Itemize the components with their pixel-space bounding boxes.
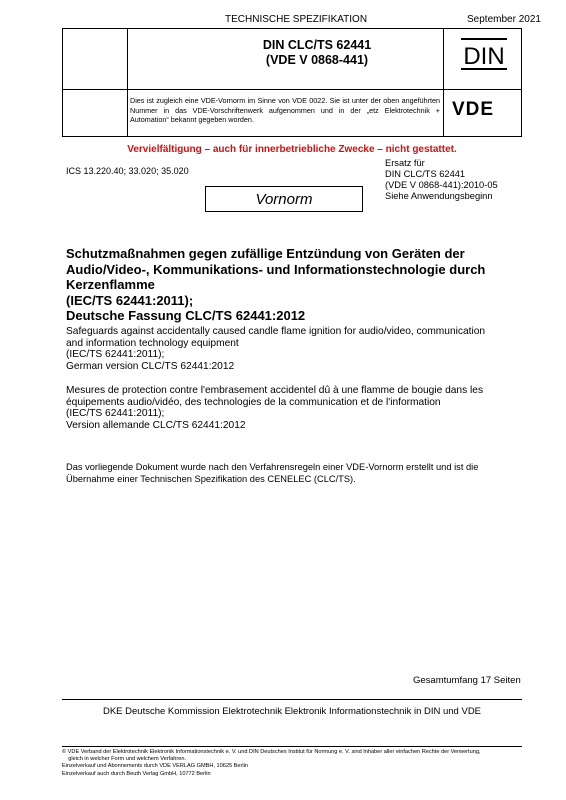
legal-line: © VDE Verband der Elektrotechnik Elektronik Informationstechnik e. V. und DIN Deutsches Institut für Normung e. V. sind Inhaber aller einfachen Rechte der Verwertung,	[62, 749, 481, 755]
legal-divider	[62, 746, 522, 747]
doc-type-header: TECHNISCHE SPEZIFIKATION	[225, 14, 368, 25]
procedure-note	[66, 461, 526, 485]
vde-number: (VDE V 0868-441)	[265, 53, 369, 67]
vde-note: Dies ist zugleich eine VDE-Vornorm im Sinne von VDE 0022. Sie ist unter der oben angeführten Nummer in das VDE-Vorschriftenwerk aufgenommen und in der „etz Elektrotechnik + Automation“ bekannt gegeben worden.	[130, 96, 440, 124]
replacement-line: Siehe Anwendungsbeginn	[385, 191, 493, 201]
standard-number: DIN CLC/TS 62441	[262, 38, 372, 52]
din-logo-icon	[458, 36, 510, 72]
dke-line: DKE Deutsche Kommission Elektrotechnik Elektronik Informationstechnik in DIN und VDE	[102, 706, 482, 717]
legal-line: Einzelverkauf auch durch Beuth Verlag GmbH, 10772 Berlin	[62, 770, 211, 777]
french-title-line: Version allemande CLC/TS 62441:2012	[66, 419, 246, 431]
english-title-line: German version CLC/TS 62441:2012	[66, 360, 235, 372]
legal-notice	[62, 749, 562, 778]
english-title	[66, 326, 526, 372]
german-title-line: Deutsche Fassung CLC/TS 62441:2012	[66, 308, 306, 323]
english-title-line: (IEC/TS 62441:2011);	[66, 349, 165, 360]
french-title	[66, 385, 526, 431]
procedure-line: Übernahme einer Technischen Spezifikation des CENELEC (CLC/TS).	[66, 474, 356, 484]
replacement-line: Ersatz für	[385, 158, 425, 168]
din-logo-text: DIN	[463, 43, 505, 70]
ics-codes: ICS 13.220.40; 33.020; 35.020	[66, 166, 189, 176]
english-title-line: and information technology equipment	[66, 337, 239, 349]
german-title-line: Schutzmaßnahmen gegen zufällige Entzündung von Geräten der	[66, 246, 465, 261]
french-title-line: (IEC/TS 62441:2011);	[66, 408, 165, 419]
date-header: September 2021	[467, 14, 541, 25]
french-title-line: équipements audio/vidéo, des technologies de la communication et de l'information	[66, 396, 441, 408]
standard-title	[127, 38, 507, 68]
german-title-line: (IEC/TS 62441:2011);	[66, 292, 194, 308]
replacement-info	[385, 158, 498, 202]
replacement-line: (VDE V 0868-441):2010-05	[385, 180, 498, 190]
doc-kind-box: Vornorm	[205, 186, 363, 212]
procedure-line: Das vorliegende Dokument wurde nach den Verfahrensregeln einer VDE-Vornorm erstellt und ist die	[66, 462, 479, 472]
total-pages: Gesamtumfang 17 Seiten	[413, 675, 521, 686]
replacement-line: DIN CLC/TS 62441	[385, 169, 466, 179]
german-title-line: Kerzenflamme	[66, 277, 155, 292]
german-title	[66, 246, 506, 324]
french-title-line: Mesures de protection contre l'embrasement accidentel dû à une flamme de bougie dans les	[66, 385, 484, 396]
english-title-line: Safeguards against accidentally caused candle flame ignition for audio/video, communication	[66, 326, 486, 337]
frame-divider-horizontal	[63, 89, 521, 90]
german-title-line: Audio/Video-, Kommunikations- und Informationstechnologie durch	[66, 261, 486, 277]
footer-divider	[62, 699, 522, 700]
copy-warning: Vervielfältigung – auch für innerbetriebliche Zwecke – nicht gestattet.	[127, 144, 457, 155]
legal-line: Einzelverkauf und Abonnements durch VDE VERLAG GMBH, 10625 Berlin	[62, 763, 248, 770]
vde-logo-icon: VDE	[452, 99, 495, 120]
legal-line: gleich in welcher Form und welchem Verfahren.	[62, 756, 187, 763]
